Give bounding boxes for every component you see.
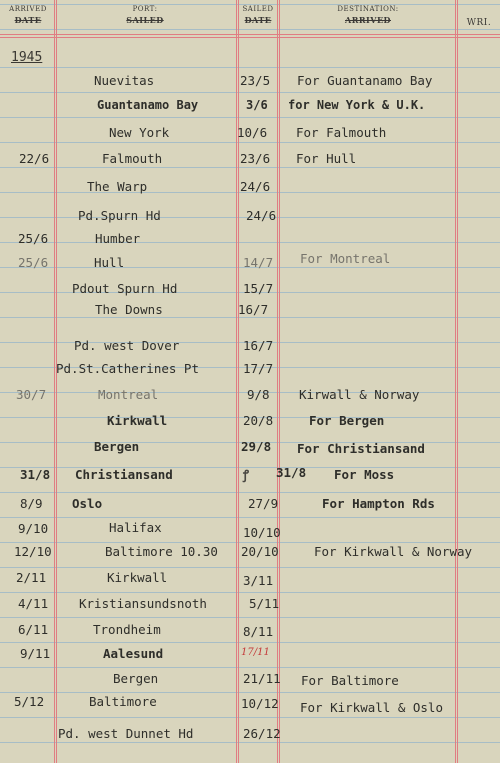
sailed-cell: 3/6 [246, 98, 268, 112]
column-rule [54, 0, 55, 763]
port-cell: Falmouth [102, 151, 163, 166]
header-rule [0, 37, 500, 38]
destination-cell: For Hampton Rds [322, 496, 435, 511]
header-port [90, 5, 200, 25]
header-arrived-label: ARRIVED [9, 5, 47, 13]
destination-cell: For Kirkwall & Norway [314, 544, 473, 559]
destination-cell: Kirwall & Norway [299, 387, 420, 402]
port-cell: Pdout Spurn Hd [72, 281, 178, 296]
header-wri-label: WRI. [466, 18, 492, 28]
sailed-cell: 27/9 [248, 496, 279, 511]
sailed-cell: 5/11 [249, 596, 280, 611]
sailed-cell: 3/11 [243, 573, 274, 588]
arrived-cell: 8/9 [20, 496, 43, 511]
arrived-cell: 9/10 [18, 521, 49, 536]
column-rule [238, 0, 239, 763]
port-cell: Montreal [98, 387, 159, 402]
arrived-cell: 6/11 [18, 622, 49, 637]
port-cell: Hull [94, 255, 125, 270]
sailed-cell: 17/7 [243, 361, 274, 376]
sailed-cell: 21/11 [243, 671, 281, 686]
header-wri [458, 18, 500, 28]
destination-cell: For Guantanamo Bay [297, 73, 433, 88]
sailed-cell: 26/12 [243, 726, 281, 741]
column-rule [277, 0, 278, 763]
port-cell: Oslo [72, 496, 103, 511]
port-cell: Pd. west Dover [74, 338, 180, 353]
handwritten-red-note: 17/11 [241, 647, 270, 658]
port-cell: Nuevitas [94, 73, 155, 88]
column-rule [236, 0, 237, 763]
port-cell: New York [109, 125, 170, 140]
sailed-cell: 15/7 [243, 281, 274, 296]
header-port-sub: SAILED [126, 15, 164, 25]
sailed-cell: 23/6 [240, 151, 271, 166]
port-cell: Kristiansundsnoth [79, 596, 207, 611]
sailed-cell: 10/6 [237, 125, 268, 140]
destination-cell: For Christiansand [297, 441, 425, 456]
header-arrived [4, 5, 52, 25]
sailed-cell: 9/8 [247, 387, 270, 402]
port-cell: Baltimore 10.30 [105, 544, 218, 559]
sailed-cell: 16/7 [243, 338, 274, 353]
arrived-cell: 25/6 [18, 231, 49, 246]
sailed-cell: 14/7 [243, 255, 274, 270]
destination-cell: For Kirkwall & Oslo [300, 700, 443, 715]
port-cell: Pd. west Dunnet Hd [58, 726, 194, 741]
destination-cell: for New York & U.K. [288, 98, 426, 112]
port-cell: Aalesund [103, 646, 164, 661]
header-destination [318, 5, 418, 25]
column-rule [457, 0, 458, 763]
port-cell: The Warp [87, 179, 148, 194]
port-cell: Guantanamo Bay [97, 98, 199, 112]
port-cell: Kirkwall [107, 570, 168, 585]
arrived-cell: 31/8 [20, 467, 51, 482]
header-port-label: PORT: [132, 5, 158, 13]
sailed-cell: 8/11 [243, 624, 274, 639]
sailed-cell: 29/8 [241, 439, 272, 454]
destination-cell: For Montreal [300, 251, 391, 266]
destination-cell: For Baltimore [301, 673, 399, 688]
port-cell: Pd.St.Catherines Pt [56, 361, 199, 376]
crossed-out-mark: ꝭ [243, 467, 249, 482]
header-destination-label: DESTINATION: [337, 5, 399, 13]
arrived-cell: 25/6 [18, 255, 49, 270]
header-sailed [238, 5, 278, 25]
port-cell: Christiansand [75, 467, 173, 482]
arrived-cell: 22/6 [19, 151, 50, 166]
column-rule [56, 0, 57, 763]
column-rule [455, 0, 456, 763]
port-cell: Trondheim [93, 622, 161, 637]
arrived-cell: 2/11 [16, 570, 47, 585]
sailed-cell: 24/6 [240, 179, 271, 194]
port-cell: Halifax [109, 520, 162, 535]
destination-cell: For Falmouth [296, 125, 387, 140]
sailed-cell: 10/12 [241, 696, 279, 711]
sailed-cell: 23/5 [240, 73, 271, 88]
port-cell: Bergen [94, 439, 140, 454]
year-label: 1945 [11, 50, 43, 65]
port-cell: Baltimore [89, 694, 157, 709]
sailed-cell: 31/8 [276, 465, 307, 480]
header-sailed-sub: DATE [244, 15, 272, 25]
destination-cell: For Hull [296, 151, 357, 166]
header-arrived-sub: DATE [14, 15, 42, 25]
header-rule [0, 34, 500, 35]
sailed-cell: 20/10 [241, 544, 279, 559]
arrived-cell: 5/12 [14, 694, 45, 709]
port-cell: Bergen [113, 671, 159, 686]
port-cell: Kirkwall [107, 413, 168, 428]
sailed-cell: 20/8 [243, 413, 274, 428]
column-rule [279, 0, 280, 763]
destination-cell: For Bergen [309, 413, 385, 428]
header-sailed-label: SAILED [242, 5, 274, 13]
arrived-cell: 4/11 [18, 596, 49, 611]
arrived-cell: 30/7 [16, 387, 47, 402]
sailed-cell: 24/6 [246, 208, 277, 223]
port-cell: Humber [95, 231, 141, 246]
arrived-cell: 9/11 [20, 646, 51, 661]
sailed-cell: 16/7 [238, 302, 269, 317]
arrived-cell: 12/10 [14, 544, 52, 559]
destination-cell: For Moss [334, 467, 395, 482]
sailed-cell: 10/10 [243, 525, 281, 540]
port-cell: Pd.Spurn Hd [78, 208, 161, 223]
port-cell: The Downs [95, 302, 163, 317]
header-destination-sub: ARRIVED [345, 15, 391, 25]
